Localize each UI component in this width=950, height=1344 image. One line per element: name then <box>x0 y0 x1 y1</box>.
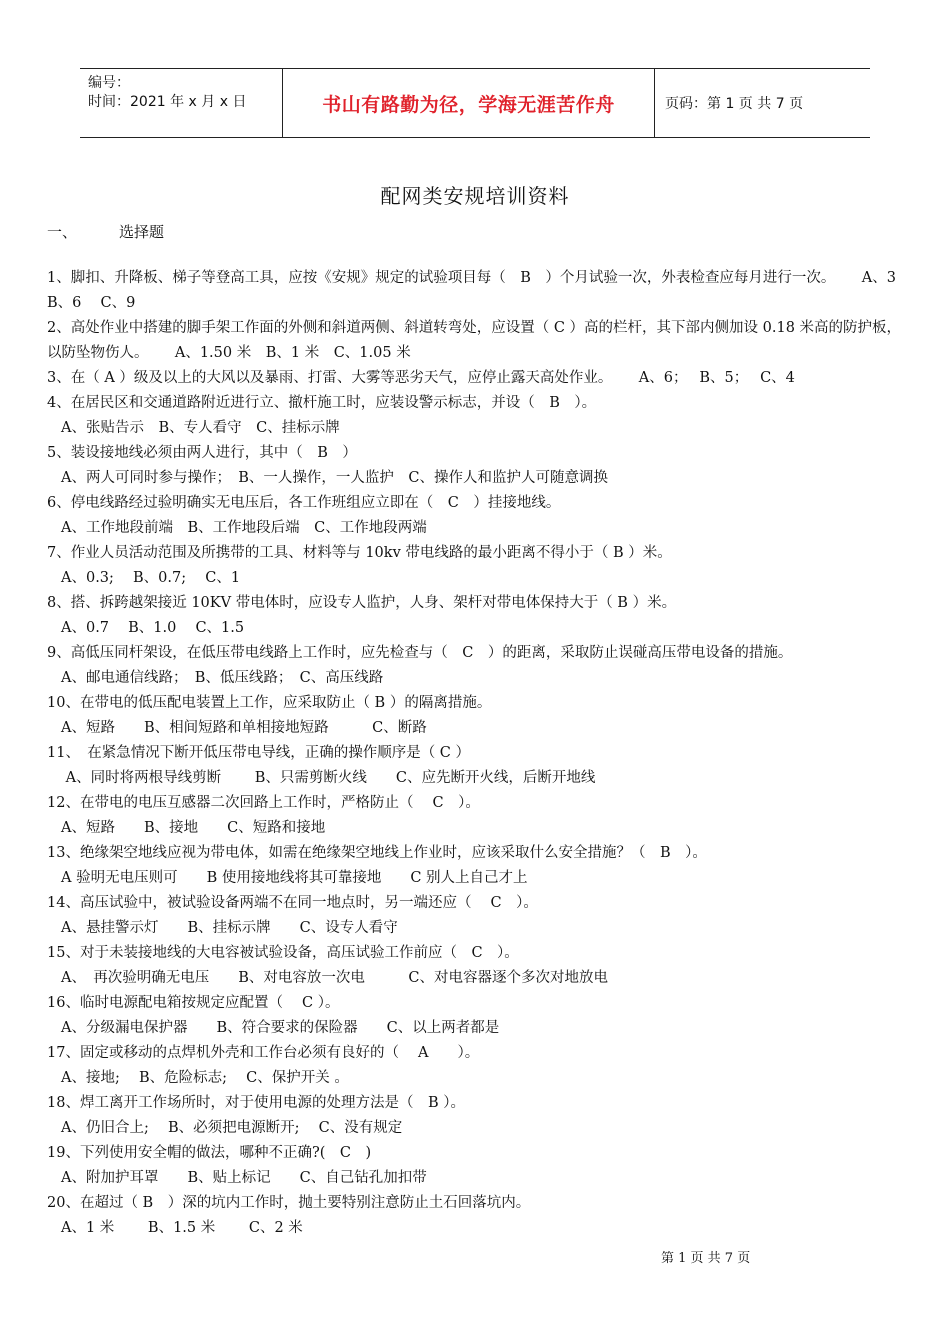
question-item: 2、高处作业中搭建的脚手架工作面的外侧和斜道两侧、斜道转弯处，应设置（ C ）高的栏杆，其下部内侧加设 0.18 米高的防护板，以防坠物伤人。 A、1.50 米 B、1 米 C、1.05 米 <box>47 320 902 361</box>
question-options: A、分级漏电保护器 B、符合要求的保险器 C、以上两者都是 <box>61 1020 500 1036</box>
question-item: 3、在（ A ）级及以上的大风以及暴雨、打雷、大雾等恶劣天气，应停止露天高处作业。 A、6； B、5； C、4 <box>47 370 795 386</box>
question-item: 20、在超过（ B ）深的坑内工作时，抛土要特别注意防止土石回落坑内。 <box>47 1195 531 1211</box>
question-item: 19、下列使用安全帽的做法，哪种不正确?( C ) <box>47 1145 372 1161</box>
question-options: A、短路 B、接地 C、短路和接地 <box>61 820 326 836</box>
header-motto-cell <box>283 69 655 137</box>
question-item: 14、高压试验中，被试验设备两端不在同一地点时，另一端还应（ C ）。 <box>47 895 538 911</box>
question-item: 10、在带电的低压配电装置上工作，应采取防止（ B ）的隔离措施。 <box>47 695 492 711</box>
question-options: A、 再次验明确无电压 B、对电容放一次电 C、对电容器逐个多次对地放电 <box>61 970 608 986</box>
question-options: A、附加护耳罩 B、贴上标记 C、自己钻孔加扣带 <box>61 1170 427 1186</box>
doc-date-label: 时间：2021 年 x 月 x 日 <box>88 94 247 110</box>
question-options: A、张贴告示 B、专人看守 C、挂标示牌 <box>61 420 340 436</box>
motto-text: 书山有路勤为径，学海无涯苦作舟 <box>322 93 615 116</box>
question-item: 5、装设接地线必须由两人进行，其中（ B ） <box>47 445 357 461</box>
question-options: A、仍旧合上; B、必须把电源断开; C、没有规定 <box>61 1120 403 1136</box>
question-options: A、邮电通信线路； B、低压线路； C、高压线路 <box>61 670 384 686</box>
question-options: A、0.3; B、0.7; C、1 <box>61 570 241 586</box>
header-info-cell <box>80 69 283 137</box>
doc-number-label: 编号： <box>88 75 130 91</box>
question-options: A、接地; B、危险标志; C、保护开关 。 <box>61 1070 349 1086</box>
question-item: 1、脚扣、升降板、梯子等登高工具，应按《安规》规定的试验项目每（ B ）个月试验一次，外表检查应每月进行一次。 A、3 B、6 C、9 <box>47 270 925 311</box>
question-item: 12、在带电的电压互感器二次回路上工作时，严格防止（ C ）。 <box>47 795 480 811</box>
question-item: 13、绝缘架空地线应视为带电体，如需在绝缘架空地线上作业时，应该采取什么安全措施？（ B ）。 <box>47 845 707 861</box>
section-heading <box>47 221 164 242</box>
question-item: 7、作业人员活动范围及所携带的工具、材料等与 10kv 带电线路的最小距离不得小于（ B ）米。 <box>47 545 672 561</box>
page-footer: 第 1 页 共 7 页 <box>661 1251 751 1266</box>
question-item: 9、高低压同杆架设，在低压带电线路上工作时，应先检查与（ C ）的距离，采取防止误碰高压带电设备的措施。 <box>47 645 793 661</box>
question-options: A、1 米 B、1.5 米 C、2 米 <box>61 1220 303 1236</box>
question-item: 15、对于未装接地线的大电容被试验设备，高压试验工作前应（ C ）。 <box>47 945 519 961</box>
question-options: A、0.7 B、1.0 C、1.5 <box>61 620 245 636</box>
header-table <box>80 68 870 138</box>
document-title: 配网类安规培训资料 <box>380 184 570 208</box>
question-item: 8、搭、拆跨越架接近 10KV 带电体时，应设专人监护，人身、架杆对带电体保持大于（ B ）米。 <box>47 595 677 611</box>
question-options: A、悬挂警示灯 B、挂标示牌 C、设专人看守 <box>61 920 398 936</box>
question-item: 11、 在紧急情况下断开低压带电导线，正确的操作顺序是（ C ） <box>47 745 471 761</box>
question-item: 6、停电线路经过验明确实无电压后，各工作班组应立即在（ C ）挂接地线。 <box>47 495 561 511</box>
question-options: A、同时将两根导线剪断 B、只需剪断火线 C、应先断开火线，后断开地线 <box>61 770 596 786</box>
header-page-label: 页码：第 1 页 共 7 页 <box>665 96 804 112</box>
section-number: 一、 <box>47 223 78 241</box>
question-list <box>47 266 925 1241</box>
question-options: A、两人可同时参与操作； B、一人操作，一人监护 C、操作人和监护人可随意调换 <box>61 470 608 486</box>
header-page-cell <box>655 69 870 137</box>
question-options: A 验明无电压则可 B 使用接地线将其可靠接地 C 别人上自己才上 <box>61 870 528 886</box>
question-item: 18、焊工离开工作场所时，对于使用电源的处理方法是（ B ）。 <box>47 1095 465 1111</box>
question-options: A、工作地段前端 B、工作地段后端 C、工作地段两端 <box>61 520 427 536</box>
section-name: 选择题 <box>119 223 165 241</box>
question-options: A、短路 B、相间短路和单相接地短路 C、断路 <box>61 720 427 736</box>
question-item: 17、固定或移动的点焊机外壳和工作台必须有良好的（ A ）。 <box>47 1045 480 1061</box>
question-item: 4、在居民区和交通道路附近进行立、撤杆施工时，应装设警示标志，并设（ B ）。 <box>47 395 597 411</box>
question-item: 16、临时电源配电箱按规定应配置（ C ）。 <box>47 995 340 1011</box>
